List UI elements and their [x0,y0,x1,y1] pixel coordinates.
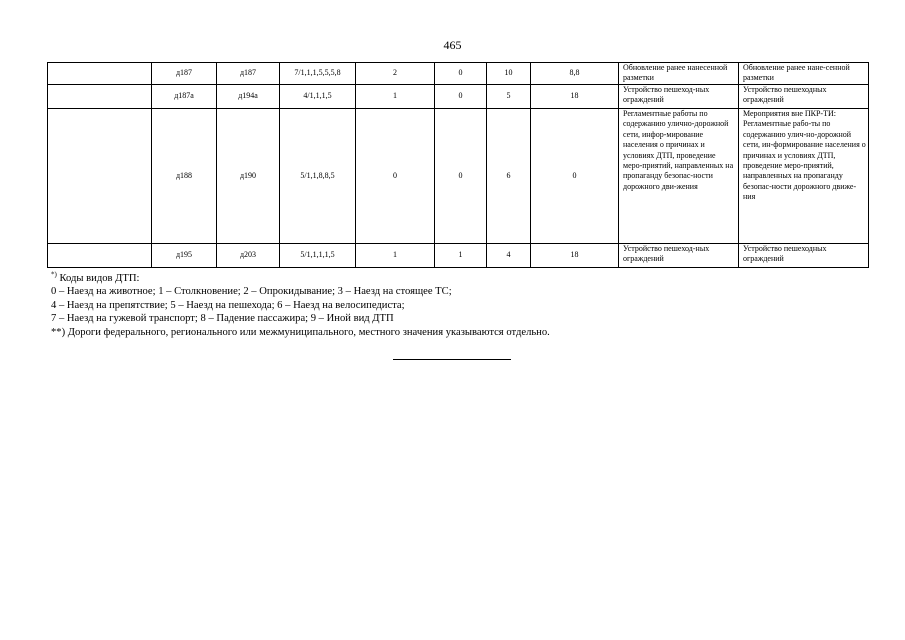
table-cell: 0 [531,109,619,244]
table-cell-measure: Мероприятия вне ПКР-ТИ: Регламентные рабо-ты по содержанию улич-но-дорожной сети, ин-формирование населения о причинах и условиях ДТП, проведение меро-приятий, направленных на пропаганду безопас-ности дорожного движе-ния [739,109,869,244]
table-cell: д195 [152,244,217,268]
table-row [48,244,869,268]
table-cell [48,85,152,109]
table-cell: 0 [435,85,487,109]
table-cell [48,63,152,85]
table-cell: д194а [217,85,280,109]
table-cell: 10 [487,63,531,85]
table-cell-measure: Устройство пешеход-ных ограждений [619,244,739,268]
footnotes [51,272,550,339]
table-cell: 18 [531,244,619,268]
table-cell: 18 [531,85,619,109]
table-cell-measure: Обновление ранее нанесенной разметки [619,63,739,85]
footnote-title-text: Коды видов ДТП: [56,273,140,284]
table-cell: д188 [152,109,217,244]
table-cell-measure: Устройство пешеход-ных ограждений [619,85,739,109]
footnote-codes-title [51,272,550,285]
table-cell: 1 [356,85,435,109]
footnote-marker: *) [51,270,57,279]
table-cell: 4/1,1,1,5 [280,85,356,109]
table-cell: 5 [487,85,531,109]
table-cell: 2 [356,63,435,85]
table-cell-measure: Устройство пешеходных ограждений [739,85,869,109]
table-cell: 1 [435,244,487,268]
table-cell: 5/1,1,8,8,5 [280,109,356,244]
table-row [48,63,869,85]
table-cell [48,109,152,244]
table-cell: д187 [217,63,280,85]
page-number: 465 [443,38,462,52]
table-cell-measure: Обновление ранее нане-сенной разметки [739,63,869,85]
table-cell: 0 [435,109,487,244]
table-cell: д203 [217,244,280,268]
table-cell: д187а [152,85,217,109]
table-cell: 0 [356,109,435,244]
table-cell [48,244,152,268]
table-cell-measure: Регламентные работы по содержанию улично-дорожной сети, инфор-мирование населения о причинах и условиях ДТП, проведение меро-приятий, направленных на пропаганду безопас-ности дорожного дви-жения [619,109,739,244]
table-row [48,85,869,109]
table-cell: д190 [217,109,280,244]
footnote-line: 7 – Наезд на гужевой транспорт; 8 – Падение пассажира; 9 – Иной вид ДТП [51,313,394,325]
table-cell: 4 [487,244,531,268]
table-cell: 8,8 [531,63,619,85]
data-table [47,62,869,268]
table-cell: д187 [152,63,217,85]
end-divider [393,359,511,360]
table-cell: 1 [356,244,435,268]
table-cell: 0 [435,63,487,85]
table-row [48,109,869,244]
table-cell-measure: Устройство пешеходных ограждений [739,244,869,268]
footnote-line: 0 – Наезд на животное; 1 – Столкновение; 2 – Опрокидывание; 3 – Наезд на стоящее ТС; [51,286,452,298]
footnote-line: 4 – Наезд на препятствие; 5 – Наезд на пешехода; 6 – Наезд на велосипедиста; [51,299,405,311]
table-cell: 7/1,1,1,5,5,5,8 [280,63,356,85]
footnote-roads: **) Дороги федерального, регионального или межмуниципального, местного значения указываются отдельно. [51,326,550,338]
table-cell: 6 [487,109,531,244]
table-cell: 5/1,1,1,1,5 [280,244,356,268]
